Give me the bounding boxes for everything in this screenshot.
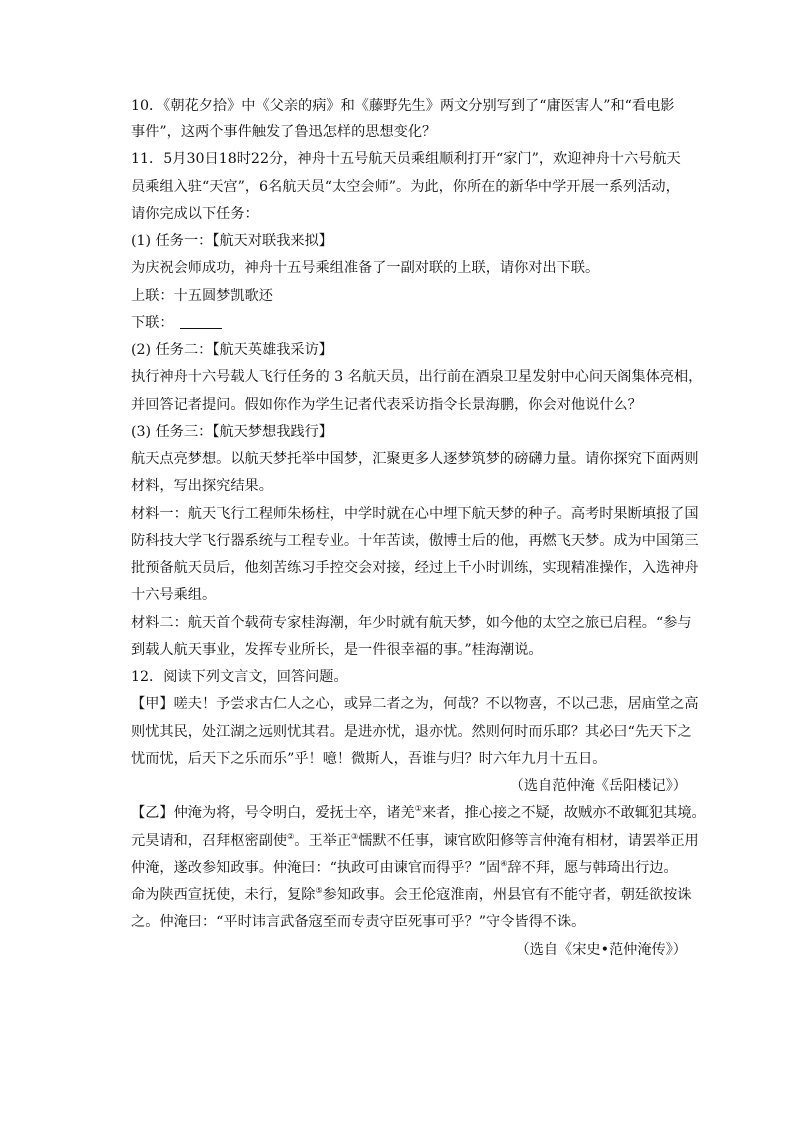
material1-line-4: 十六号乘组。 — [131, 587, 217, 603]
q10-line-1: 10．《朝花夕拾》中《父亲的病》和《藤野先生》两文分别写到了“庸医害人”和“看电影 — [131, 98, 675, 114]
footnote-marker: ② — [287, 832, 295, 841]
passage-yi-line-1 — [131, 801, 706, 825]
footnote-marker: ③ — [351, 832, 359, 841]
q11-line-1: 11．5月30日18时22分，神舟十五号航天员乘组顺利打开“家门”，欢迎神舟十六号航天 — [131, 151, 681, 167]
material1-line-2: 防科技大学飞行器系统与工程专业。十年苦读，傲博士后的他，再燃飞天梦。成为中国第三 — [131, 533, 699, 549]
task1-description: 为庆祝会师成功，神舟十五号乘组准备了一副对联的上联，请你对出下联。 — [131, 260, 600, 276]
task2-line-1: 执行神舟十六号载人飞行任务的 3 名航天员，出行前在酒泉卫星发射中心问天阁集体亮相， — [131, 369, 703, 385]
text-segment: 仲淹，遂改参知政事。仲淹曰：“执政可由谏官而得乎？”固 — [131, 860, 501, 876]
q12-line-1: 12．阅读下列文言文，回答问题。 — [131, 669, 348, 685]
text-segment: 命为陕西宣抚使，未行，复除 — [131, 887, 316, 903]
passage-jia-line-3: 忧而忧，后天下之乐而乐”乎！噫！微斯人，吾谁与归？时六年九月十五日。 — [131, 751, 607, 767]
couplet-lower-label: 下联： — [131, 315, 174, 331]
task2-title: (2) 任务二：【航天英雄我采访】 — [131, 342, 333, 358]
task3-line-2: 材料，写出探究结果。 — [131, 478, 273, 494]
couplet-lower — [131, 311, 222, 335]
text-segment: 【乙】仲淹为将，号令明白，爱抚士卒，诸羌 — [131, 805, 415, 821]
task1-title: (1) 任务一：【航天对联我来拟】 — [131, 233, 333, 249]
footnote-marker: ① — [414, 804, 422, 813]
text-segment: 懦默不任事，谏官欧阳修等言仲淹有相材，请罢举正用 — [358, 833, 699, 849]
passage-jia-source: （选自范仲淹《岳阳楼记》） — [509, 778, 687, 794]
material1-line-3: 批预备航天员后，他刻苦练习手控交会对接，经过上千小时训练，实现精准操作，入选神舟 — [131, 560, 699, 576]
task3-title: (3) 任务三：【航天梦想我践行】 — [131, 424, 333, 440]
passage-yi-line-5: 之。仲淹曰：“平时讳言武备寇至而专责守臣死事可乎？”守令皆得不诛。 — [131, 914, 586, 930]
text-segment: 来者，推心接之不疑，故贼亦不敢辄犯其境。 — [421, 805, 706, 821]
passage-jia-line-1: 【甲】嗟夫！予尝求古仁人之心，或异二者之为，何哉？不以物喜，不以己悲，居庙堂之高 — [131, 696, 699, 712]
footnote-marker: ⑤ — [315, 886, 323, 895]
passage-jia-line-2: 则忧其民，处江湖之远则忧其君。是进亦忧，退亦忧。然则何时而乐耶？其必曰“先天下之 — [131, 724, 692, 740]
task3-line-1: 航天点亮梦想。以航天梦托举中国梦，汇聚更多人逐梦筑梦的磅礴力量。请你探究下面两则 — [131, 451, 699, 467]
q10-line-2: 事件”，这两个事件触发了鲁迅怎样的思想变化？ — [131, 124, 437, 140]
task2-line-2: 并回答记者提问。假如你作为学生记者代表采访指令长景海鹏，你会对他说什么？ — [131, 397, 642, 413]
passage-yi-line-3 — [131, 856, 678, 880]
material1-line-1: 材料一：航天飞行工程师朱杨柱，中学时就在心中埋下航天梦的种子。高考时果断填报了国 — [131, 506, 699, 522]
footnote-marker: ④ — [500, 859, 508, 868]
text-segment: 辞不拜，愿与韩琦出行边。 — [507, 860, 678, 876]
passage-yi-source: （选自《宋史•范仲淹传》） — [515, 942, 687, 958]
text-segment: 。王举正 — [294, 833, 352, 849]
text-segment: 参知政事。会王伦寇淮南，州县官有不能守者，朝廷欲按诛 — [322, 887, 692, 903]
material2-line-1: 材料二：航天首个载荷专家桂海潮，年少时就有航天梦，如今他的太空之旅已启程。“参与 — [131, 615, 692, 631]
passage-yi-line-2 — [131, 829, 699, 853]
q11-line-2: 员乘组入驻“天宫”，6名航天员“太空会师”。为此，你所在的新华中学开展一系列活动， — [131, 179, 680, 195]
material2-line-2: 到载人航天事业，发挥专业所长，是一件很幸福的事。”桂海潮说。 — [131, 642, 543, 658]
answer-blank[interactable] — [180, 314, 222, 329]
text-segment: 元昊请和，召拜枢密副使 — [131, 833, 288, 849]
couplet-upper: 上联：十五圆梦凯歌还 — [131, 288, 273, 304]
passage-yi-line-4 — [131, 883, 692, 907]
q11-line-3: 请你完成以下任务： — [131, 206, 259, 222]
